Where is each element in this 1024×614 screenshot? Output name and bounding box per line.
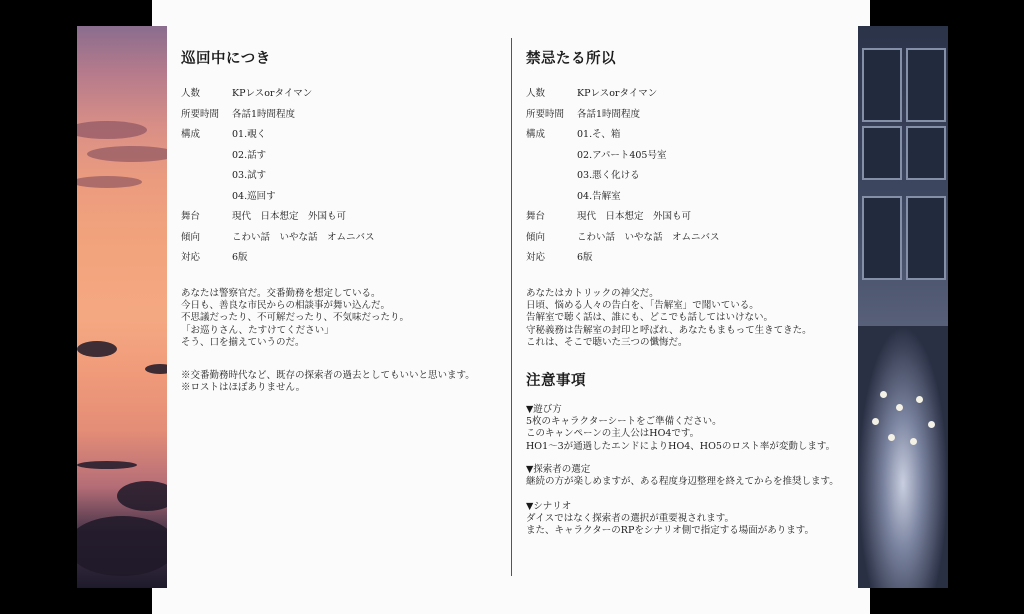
cathedral-ceiling-photo: [858, 26, 948, 588]
caution-section-play: ▼遊び方 5枚のキャラクターシートをご準備ください。 このキャンペーンの主人公はHO4です。 HO1〜3が通過したエンドによりHO4、HO5のロスト率が変動します。: [526, 404, 836, 452]
info-row: 構成 01.そ、箱: [526, 129, 621, 140]
info-row: 対応 6版: [181, 252, 248, 263]
info-row: 対応 6版: [526, 252, 593, 263]
scenario-title: 巡回中につき: [181, 50, 271, 67]
scenario-column-left: [181, 48, 501, 394]
caution-heading: 注意事項: [526, 372, 586, 389]
scenario-column-right: [526, 48, 856, 537]
intro-paragraph: あなたはカトリックの神父だ。 日頃、悩める人々の告白を、「告解室」で聞いている。 告解室で聴く話は、誰にも、どこでも話してはいけない。 守秘義務は告解室の封印と呼ばれ、あなたもまもって生きてきた。 これは、そこで聴いた三つの懺悔だ。: [526, 288, 812, 348]
info-row: 傾向 こわい話 いやな話 オムニバス: [526, 231, 720, 243]
info-row: 舞台 現代 日本想定 外国も可: [181, 211, 347, 222]
intro-paragraph: あなたは警察官だ。交番勤務を想定している。 今日も、善良な市民からの相談事が舞い込んだ。 不思議だったり、不可解だったり、不気味だったり。 「お巡りさん、たすけてください」 そう、口を揃えていうのだ。: [181, 288, 410, 348]
column-divider: [511, 38, 512, 576]
info-row: 傾向 こわい話 いやな話 オムニバス: [181, 231, 375, 243]
info-row: 舞台 現代 日本想定 外国も可: [526, 211, 692, 222]
info-row: 02.アパート405号室: [577, 149, 667, 161]
info-row: 所要時間 各話1時間程度: [181, 108, 296, 120]
info-row: 所要時間 各話1時間程度: [526, 108, 641, 120]
info-row: 03.悪く化ける: [577, 170, 640, 181]
info-row: 人数 KPレスorタイマン: [181, 88, 313, 99]
info-row: 構成 01.覗く: [181, 129, 267, 140]
sunset-sky-photo: [77, 26, 167, 588]
scenario-title: 禁忌たる所以: [526, 50, 616, 67]
info-row: 04.告解室: [577, 190, 621, 202]
info-row: 人数 KPレスorタイマン: [526, 88, 658, 99]
note-paragraph: ※交番勤務時代など、既存の探索者の過去としてもいいと思います。 ※ロストはほぼありません。: [181, 370, 475, 394]
caution-section-investigator: ▼探索者の選定 継続の方が楽しめますが、ある程度身辺整理を終えてからを推奨します。: [526, 464, 839, 488]
info-row: 03.試す: [232, 170, 267, 181]
info-row: 02.話す: [232, 149, 267, 161]
caution-section-scenario: ▼シナリオ ダイスではなく探索者の選択が重要視されます。 また、キャラクターのRPをシナリオ側で指定する場面があります。: [526, 501, 815, 537]
info-row: 04.巡回す: [232, 190, 276, 202]
